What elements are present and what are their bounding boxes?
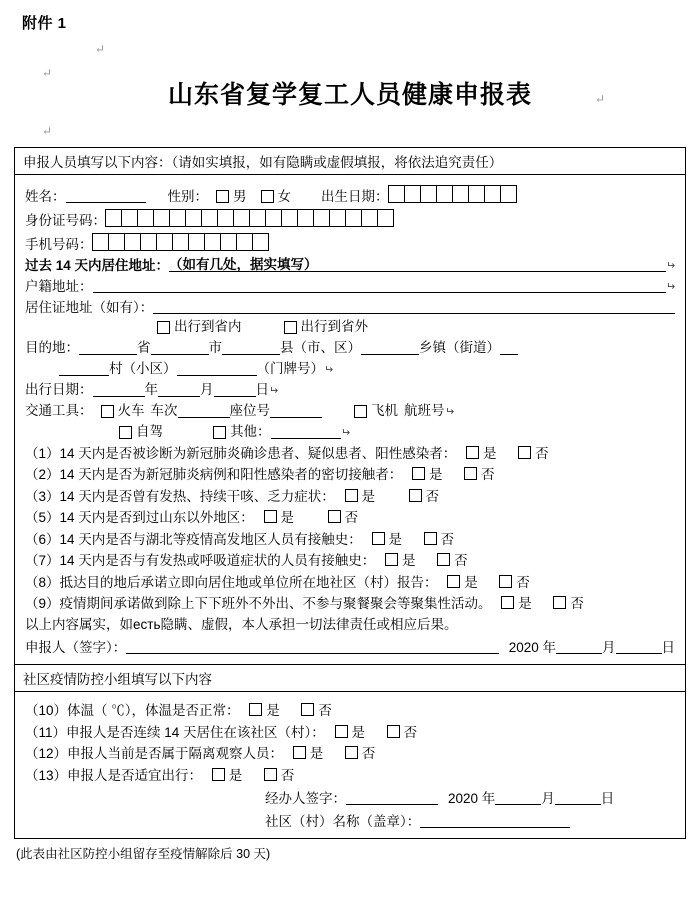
destination-house-input[interactable]: [177, 361, 257, 376]
officer-sign-year: 2020 年: [448, 790, 496, 806]
question-text: （8）抵达目的地后承诺立即向居住地或单位所在地社区（村）报告：: [25, 574, 438, 590]
question-text: （9）疫情期间承诺做到除上下下班外不外出、不参与聚餐聚会等聚集性活动。: [25, 596, 492, 611]
declarant-sign-month: 月: [602, 639, 616, 655]
declarant-sign-day: 日: [661, 639, 675, 655]
destination-label: 目的地：: [25, 340, 79, 355]
question-no-label: 否: [454, 553, 468, 568]
question-yes-checkbox[interactable]: [466, 446, 479, 459]
community-yes-checkbox[interactable]: [293, 746, 306, 759]
declarant-section-body: [15, 175, 685, 664]
question-text: （3）14 天内是否曾有发热、持续干咳、乏力症状：: [25, 488, 335, 504]
officer-sign-month-input[interactable]: [495, 790, 541, 805]
transport-row-2: [25, 424, 675, 439]
community-no-checkbox[interactable]: [264, 768, 277, 781]
community-question-row: [25, 746, 675, 761]
question-row: [25, 510, 675, 525]
transport-other-input[interactable]: [271, 424, 341, 439]
paragraph-mark-icon: ↵: [95, 42, 106, 56]
declarant-signature-label: 申报人（签字）：: [25, 639, 127, 655]
question-text: （2）14 天内是否为新冠肺炎病例和阳性感染者的密切接触者：: [25, 467, 403, 482]
travel-month-unit: 月: [200, 382, 214, 397]
community-question-row: [25, 768, 675, 783]
question-no-checkbox[interactable]: [409, 489, 422, 502]
declarant-sign-month-input[interactable]: [556, 639, 602, 654]
question-no-checkbox[interactable]: [518, 446, 531, 459]
destination-county-input[interactable]: [222, 340, 280, 355]
travel-year-unit: 年: [144, 382, 158, 397]
community-no-checkbox[interactable]: [387, 725, 400, 738]
question-no-label: 否: [516, 574, 530, 590]
question-no-checkbox[interactable]: [437, 553, 450, 566]
question-text: （1）14 天内是否被诊断为新冠肺炎确诊患者、疑似患者、阳性感染者：: [25, 445, 457, 461]
destination-village-input[interactable]: [59, 361, 109, 376]
community-question-text: （10）体温（ ℃），体温是否正常：: [25, 703, 240, 718]
destination-row-2: [59, 361, 675, 376]
community-question-text: （12）申报人当前是否属于隔离观察人员：: [25, 746, 284, 761]
question-row: [25, 553, 675, 568]
address-14days-note: （如有几处，据实填写）: [169, 256, 318, 272]
gender-female-label: 女: [277, 188, 291, 204]
question-yes-checkbox[interactable]: [385, 553, 398, 566]
community-name-input[interactable]: [420, 813, 570, 828]
question-no-checkbox[interactable]: [499, 575, 512, 588]
community-yes-checkbox[interactable]: [335, 725, 348, 738]
paragraph-mark-icon: ↵: [42, 124, 53, 138]
question-no-checkbox[interactable]: [424, 532, 437, 545]
destination-city-unit: 市: [208, 340, 222, 355]
community-section-body: [15, 692, 685, 838]
question-text: （6）14 天内是否与湖北等疫情高发地区人员有接触史：: [25, 531, 362, 547]
health-declaration-form: [14, 147, 686, 839]
community-no-label: 否: [361, 746, 376, 761]
paragraph-mark-icon: ↵: [444, 405, 454, 418]
affirmation-text: 以上内容属实，如есть隐瞒、虚假，本人承担一切法律责任或相应后果。: [25, 616, 458, 632]
question-yes-checkbox[interactable]: [345, 489, 358, 502]
question-yes-checkbox[interactable]: [501, 596, 514, 609]
gender-label: 性别：: [167, 188, 208, 204]
address-14days-label: 过去 14 天内居住地址：: [25, 257, 170, 273]
question-row: [25, 532, 675, 547]
travel-month-input[interactable]: [158, 382, 200, 397]
name-input[interactable]: [66, 188, 146, 203]
community-question-row: [25, 725, 675, 740]
community-question-text: （11）申报人是否连续 14 天居住在该社区（村）：: [25, 724, 325, 740]
question-no-label: 否: [570, 596, 584, 611]
question-no-checkbox[interactable]: [328, 510, 341, 523]
question-yes-checkbox[interactable]: [412, 467, 425, 480]
question-yes-label: 是: [518, 596, 532, 611]
address-14days-input[interactable]: [318, 257, 666, 272]
hukou-address-input[interactable]: [93, 278, 666, 293]
residence-permit-row: [25, 299, 675, 314]
community-no-checkbox[interactable]: [301, 703, 314, 716]
question-text: （7）14 天内是否与有发热或呼吸道症状的人员有接触史：: [25, 553, 376, 568]
transport-self-drive-label: 自驾: [136, 424, 163, 439]
officer-signature-row: [25, 790, 675, 805]
transport-plane-label: 飞机: [371, 403, 398, 418]
community-question-text: （13）申报人是否适宜出行：: [25, 767, 203, 783]
transport-self-drive-checkbox[interactable]: [119, 426, 132, 439]
question-no-checkbox[interactable]: [464, 467, 477, 480]
transport-row-1: [25, 403, 675, 418]
question-yes-label: 是: [280, 510, 295, 525]
paragraph-mark-icon: ↵: [324, 363, 334, 376]
question-yes-checkbox[interactable]: [372, 532, 385, 545]
question-text: （5）14 天内是否到过山东以外地区：: [25, 510, 254, 525]
form-footnote: (此表由社区防控小组留存至疫情解除后 30 天): [16, 847, 271, 861]
community-yes-label: 是: [228, 767, 243, 783]
question-no-label: 否: [344, 510, 359, 525]
transport-plane-checkbox[interactable]: [354, 405, 367, 418]
community-no-label: 否: [318, 703, 332, 718]
question-yes-label: 是: [464, 574, 478, 590]
question-yes-label: 是: [429, 467, 443, 482]
transport-train-checkbox[interactable]: [101, 405, 114, 418]
transport-label: 交通工具：: [25, 403, 93, 418]
travel-out-province-checkbox[interactable]: [284, 321, 297, 334]
birthdate-boxes[interactable]: [389, 185, 517, 203]
community-question-row: [25, 703, 675, 718]
question-yes-label: 是: [388, 531, 403, 547]
community-yes-label: 是: [266, 703, 280, 718]
destination-city-input[interactable]: [151, 340, 209, 355]
paragraph-mark-icon: ↵: [340, 426, 350, 439]
officer-sign-month: 月: [541, 790, 555, 806]
id-number-row: [25, 209, 675, 227]
officer-signature-label: 经办人签字：: [265, 790, 346, 806]
train-number-input[interactable]: [178, 403, 230, 418]
paragraph-mark-icon: ↵: [595, 92, 606, 106]
declarant-sign-day-input[interactable]: [616, 639, 662, 654]
seat-number-label: 座位号: [229, 403, 270, 418]
phone-number-label: 手机号码：: [25, 236, 93, 252]
residence-permit-label: 居住证地址（如有）：: [25, 299, 154, 315]
destination-tail-line: [500, 340, 518, 355]
attachment-label: 附件 1: [22, 15, 67, 32]
officer-sign-day: 日: [600, 790, 615, 806]
question-row: [25, 467, 675, 482]
officer-sign-day-input[interactable]: [555, 790, 601, 805]
gender-male-label: 男: [233, 188, 247, 204]
community-no-checkbox[interactable]: [345, 746, 358, 759]
travel-out-province-label: 出行到省外: [300, 319, 368, 334]
paragraph-mark-icon: ↵: [269, 384, 279, 397]
community-section-header: 社区疫情防控小组填写以下内容: [15, 665, 685, 692]
transport-other-checkbox[interactable]: [213, 426, 226, 439]
question-row: [25, 489, 675, 504]
question-no-checkbox[interactable]: [553, 596, 566, 609]
question-yes-label: 是: [483, 445, 497, 461]
question-row: [25, 446, 675, 461]
id-number-boxes[interactable]: [106, 209, 394, 227]
destination-village-unit: 村（小区）: [109, 361, 177, 376]
name-label: 姓名：: [25, 188, 66, 204]
travel-day-unit: 日: [255, 382, 269, 397]
hukou-address-row: [25, 278, 675, 293]
travel-in-province-checkbox[interactable]: [157, 321, 170, 334]
destination-town-unit: 乡镇（街道）: [419, 340, 500, 355]
seat-number-input[interactable]: [270, 403, 322, 418]
destination-house-unit: （门牌号）: [256, 361, 324, 376]
question-yes-label: 是: [402, 553, 416, 568]
question-no-label: 否: [535, 445, 549, 461]
birthdate-label: 出生日期：: [321, 188, 389, 204]
community-yes-label: 是: [351, 724, 366, 740]
community-yes-label: 是: [309, 746, 324, 761]
travel-date-row: [25, 382, 675, 397]
destination-row-1: [25, 340, 675, 355]
transport-other-label: 其他：: [230, 424, 271, 439]
paragraph-mark-icon: ↵: [42, 66, 53, 80]
community-name-label: 社区（村）名称（盖章）：: [265, 813, 421, 829]
paragraph-mark-icon: ↵: [665, 260, 675, 272]
declarant-signature-input[interactable]: [126, 639, 498, 654]
phone-number-boxes[interactable]: [93, 233, 269, 251]
community-yes-checkbox[interactable]: [249, 703, 262, 716]
question-no-label: 否: [481, 467, 495, 482]
declarant-signature-row: [25, 639, 675, 654]
question-yes-checkbox[interactable]: [447, 575, 460, 588]
community-no-label: 否: [403, 724, 418, 740]
travel-day-input[interactable]: [214, 382, 256, 397]
gender-female-checkbox[interactable]: [261, 190, 274, 203]
phone-number-row: [25, 233, 675, 251]
id-number-label: 身份证号码：: [25, 212, 106, 228]
name-gender-birth-row: [25, 185, 675, 203]
declarant-section-header: 申报人员填写以下内容：（请如实填报，如有隐瞒或虚假填报，将依法追究责任）: [15, 148, 685, 175]
declarant-sign-year: 2020 年: [508, 639, 556, 655]
community-no-label: 否: [280, 767, 295, 783]
destination-province-unit: 省: [137, 340, 151, 355]
residence-permit-input[interactable]: [153, 299, 675, 314]
community-yes-checkbox[interactable]: [212, 768, 225, 781]
question-row: [25, 575, 675, 590]
train-number-label: 车次: [150, 403, 178, 418]
flight-number-label: 航班号: [404, 403, 445, 418]
travel-year-input[interactable]: [93, 382, 145, 397]
question-row: [25, 596, 675, 611]
destination-province-input[interactable]: [79, 340, 137, 355]
travel-date-label: 出行日期：: [25, 382, 93, 397]
transport-train-label: 火车: [117, 403, 145, 418]
hukou-address-label: 户籍地址：: [25, 278, 93, 294]
officer-signature-input[interactable]: [346, 790, 438, 805]
destination-town-input[interactable]: [361, 340, 419, 355]
question-yes-label: 是: [361, 488, 376, 504]
page-title: 山东省复学复工人员健康申报表: [167, 81, 532, 109]
paragraph-mark-icon: ↵: [665, 281, 675, 293]
travel-in-province-label: 出行到省内: [174, 319, 242, 334]
address-14days-row: [25, 257, 675, 272]
question-yes-checkbox[interactable]: [264, 510, 277, 523]
question-no-label: 否: [440, 531, 455, 547]
destination-county-unit: 县（市、区）: [280, 340, 361, 355]
travel-scope-row: [25, 320, 675, 334]
gender-male-checkbox[interactable]: [216, 190, 229, 203]
community-name-row: [25, 813, 675, 828]
question-no-label: 否: [425, 488, 440, 504]
